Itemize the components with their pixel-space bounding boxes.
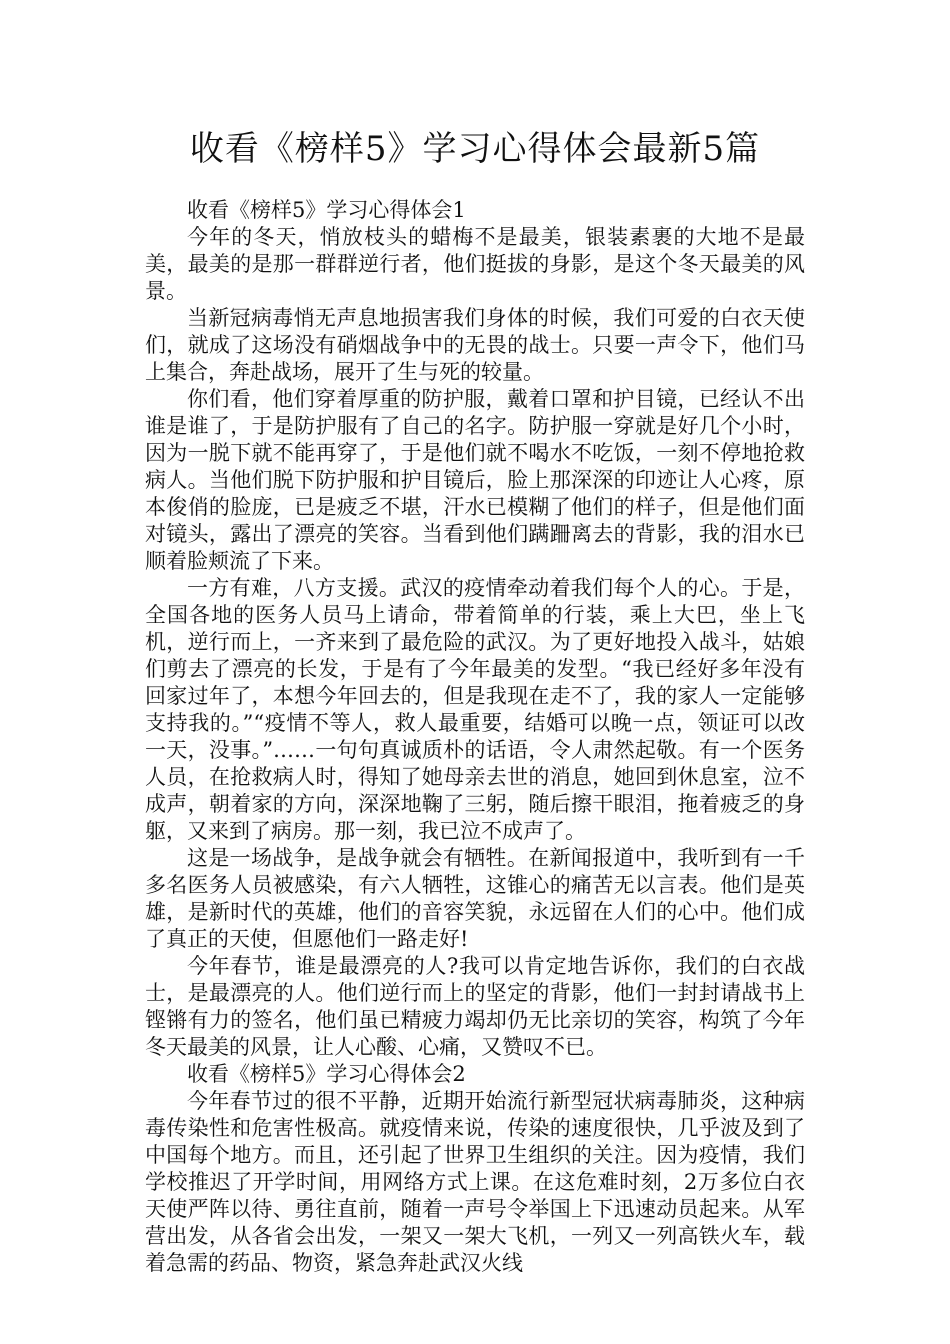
paragraph: 你们看，他们穿着厚重的防护服，戴着口罩和护目镜，已经认不出谁是谁了，于是防护服有了自己的名字。防护服一穿就是好几个小时，因为一脱下就不能再穿了，于是他们就不喝水不吃饭，一刻不停地抢救病人。当他们脱下防护服和护目镜后，脸上那深深的印迹让人心疼，原本俊俏的脸庞，已是疲乏不堪，汗水已模糊了他们的样子，但是他们面对镜头，露出了漂亮的笑容。当看到他们蹒跚离去的背影，我的泪水已顺着脸颊流了下来。 bbox=[145, 387, 805, 573]
paragraph: 这是一场战争，是战争就会有牺牲。在新闻报道中，我听到有一千多名医务人员被感染，有六人牺牲，这锥心的痛苦无以言表。他们是英雄，是新时代的英雄，他们的音容笑貌，永远留在人们的心中。他们成了真正的天使，但愿他们一路走好! bbox=[145, 846, 805, 951]
paragraph: 今年春节，谁是最漂亮的人?我可以肯定地告诉你，我们的白衣战士，是最漂亮的人。他们逆行而上的坚定的背影，他们一封封请战书上铿锵有力的签名，他们虽已精疲力竭却仍无比亲切的笑容，构筑了今年冬天最美的风景，让人心酸、心痛，又赞叹不已。 bbox=[145, 954, 805, 1059]
paragraph: 今年的冬天，悄放枝头的蜡梅不是最美，银装素裹的大地不是最美，最美的是那一群群逆行者，他们挺拔的身影，是这个冬天最美的风景。 bbox=[145, 225, 805, 303]
section-heading-2: 收看《榜样5》学习心得体会2 bbox=[187, 1062, 466, 1086]
paragraph: 今年春节过的很不平静，近期开始流行新型冠状病毒肺炎，这种病毒传染性和危害性极高。就疫情来说，传染的速度很快，几乎波及到了中国每个地方。而且，还引起了世界卫生组织的关注。因为疫情，我们学校推迟了开学时间，用网络方式上课。在这危难时刻，2万多位白衣天使严阵以待、勇往直前，随着一声号令举国上下迅速动员起来。从军营出发，从各省会出发，一架又一架大飞机，一列又一列高铁火车，载着急需的药品、物资，紧急奔赴武汉火线 bbox=[145, 1089, 805, 1275]
document-title: 收看《榜样5》学习心得体会最新5篇 bbox=[189, 129, 761, 169]
paragraph: 当新冠病毒悄无声息地损害我们身体的时候，我们可爱的白衣天使们，就成了这场没有硝烟战争中的无畏的战士。只要一声令下，他们马上集合，奔赴战场，展开了生与死的较量。 bbox=[145, 306, 805, 384]
section-heading-1: 收看《榜样5》学习心得体会1 bbox=[187, 198, 466, 222]
document-body bbox=[145, 197, 805, 1277]
paragraph: 一方有难，八方支援。武汉的疫情牵动着我们每个人的心。于是，全国各地的医务人员马上请命，带着简单的行装，乘上大巴，坐上飞机，逆行而上，一齐来到了最危险的武汉。为了更好地投入战斗，姑娘们剪去了漂亮的长发，于是有了今年最美的发型。“我已经好多年没有回家过年了，本想今年回去的，但是我现在走不了，我的家人一定能够支持我的。”“疫情不等人，救人最重要，结婚可以晚一点，领证可以改一天，没事。”……一句句真诚质朴的话语，令人肃然起敬。有一个医务人员，在抢救病人时，得知了她母亲去世的消息，她回到休息室，泣不成声，朝着家的方向，深深地鞠了三躬，随后擦干眼泪，拖着疲乏的身躯，又来到了病房。那一刻，我已泣不成声了。 bbox=[145, 576, 805, 843]
